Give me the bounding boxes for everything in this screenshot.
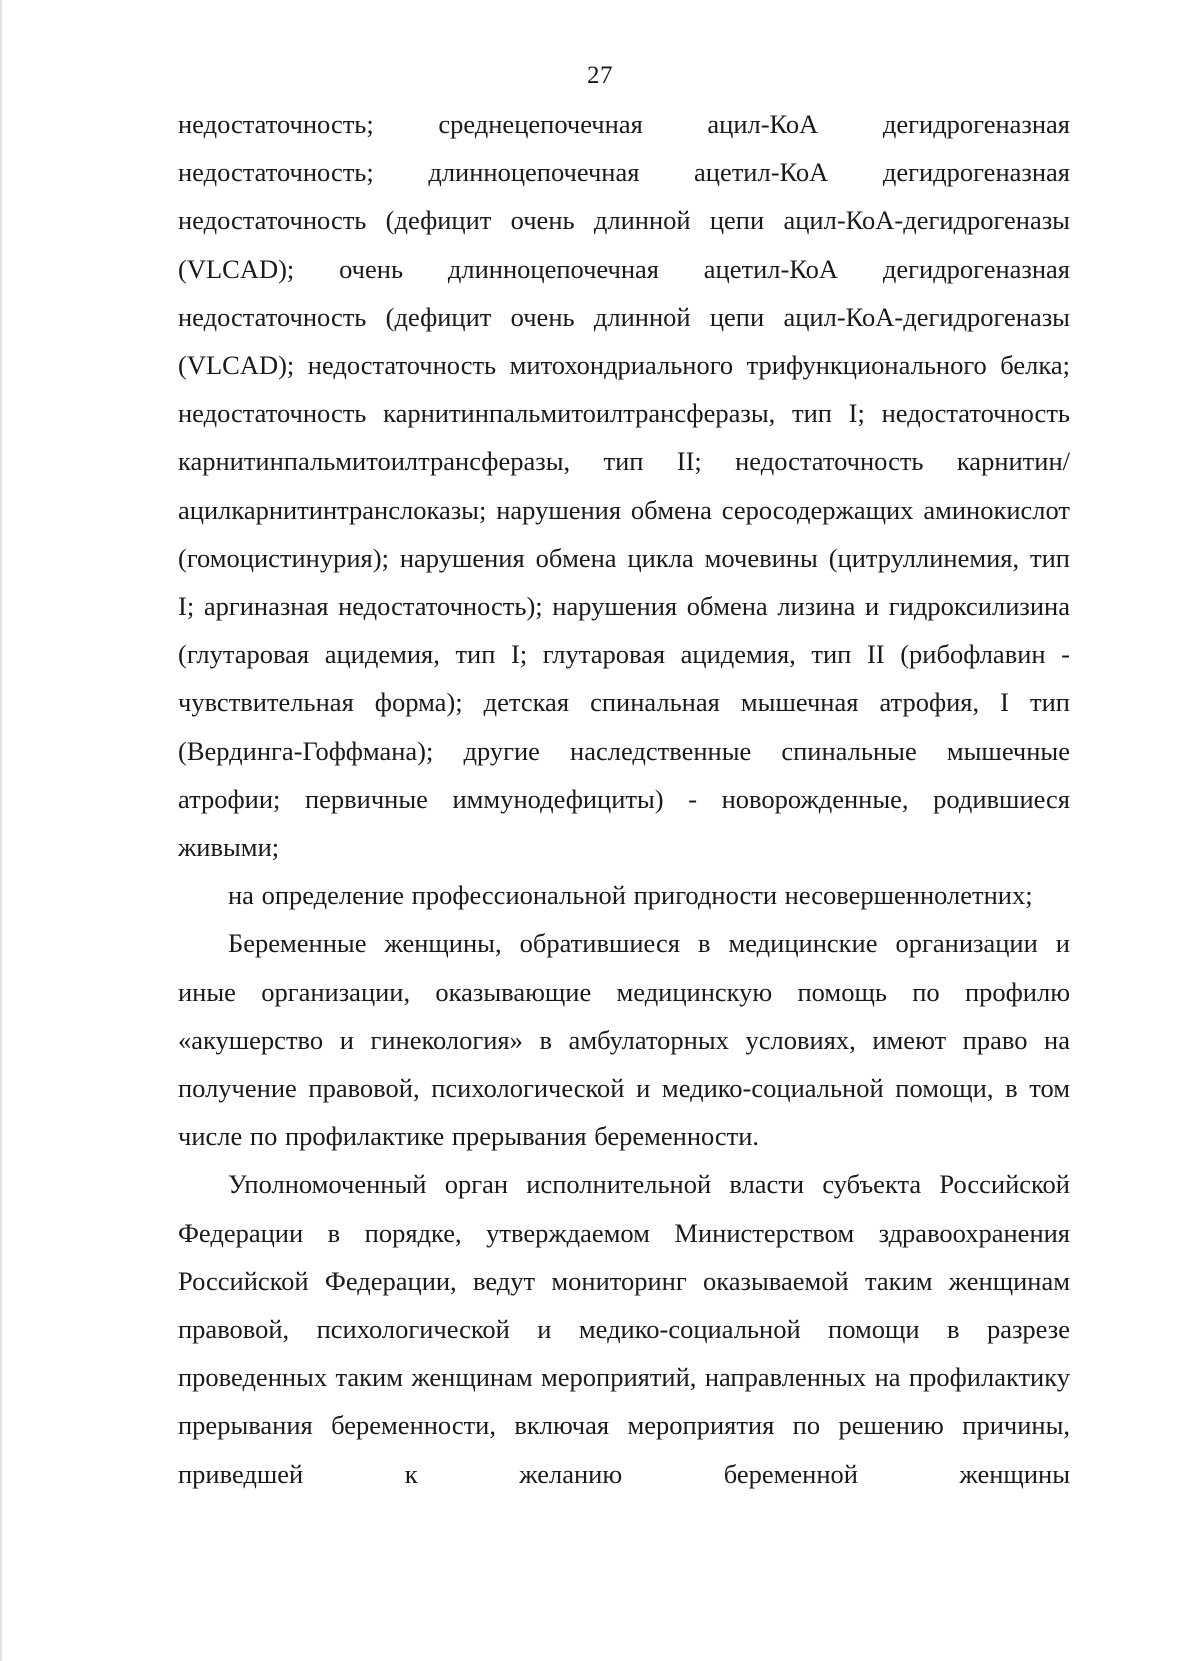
paragraph-monitoring: Уполномоченный орган исполнительной власти субъекта Российской Федерации в порядке, утверждаемом Министерством здравоохранения Российской Федерации, ведут мониторинг оказываемой таким женщинам правовой, психологической и медико-социальной помощи в разрезе проведенных таким женщинам мероприятий, направленных на профилактику прерывания беременности, включая мероприятия по решению причины, приведшей к желанию беременной женщины xyxy=(178,1169,1070,1489)
paragraph-newborn-screening: недостаточность; среднецепочечная ацил-КоА дегидрогеназная недостаточность; длинноцепочечная ацетил-КоА дегидрогеназная недостаточность (дефицит очень длинной цепи ацил-КоА-дегидрогеназы (VLCAD); очень длинноцепочечная ацетил-КоА дегидрогеназная недостаточность (дефицит очень длинной цепи ацил-КоА-дегидрогеназы (VLCAD); недостаточность митохондриального трифункционального белка; недостаточность карнитинпальмитоилтрансферазы, тип I; недостаточность карнитинпальмитоилтрансферазы, тип II; недостаточность карнитин/ацилкарнитинтранслоказы; нарушения обмена серосодержащих аминокислот (гомоцистинурия); нарушения обмена цикла мочевины (цитруллинемия, тип I; аргиназная недостаточность); нарушения обмена лизина и гидроксилизина (глутаровая ацидемия, тип I; глутаровая ацидемия, тип II (рибофлавин - чувствительная форма); детская спинальная мышечная атрофия, I тип (Вердинга-Гоффмана); другие наследственные спинальные мышечные атрофии; первичные иммунодефициты) - новорожденные, родившиеся живыми; xyxy=(178,109,1070,863)
paragraph-pregnant-women: Беременные женщины, обратившиеся в медицинские организации и иные организации, оказывающие медицинскую помощь по профилю «акушерство и гинекология» в амбулаторных условиях, имеют право на получение правовой, психологической и медико-социальной помощи, в том числе по профилактике прерывания беременности. xyxy=(178,928,1070,1152)
scan-border xyxy=(0,0,3,1661)
paragraph-professional-fitness: на определение профессиональной пригодности несовершеннолетних; xyxy=(228,880,1033,911)
page-number: 27 xyxy=(587,62,613,89)
document-body xyxy=(178,100,1070,1498)
